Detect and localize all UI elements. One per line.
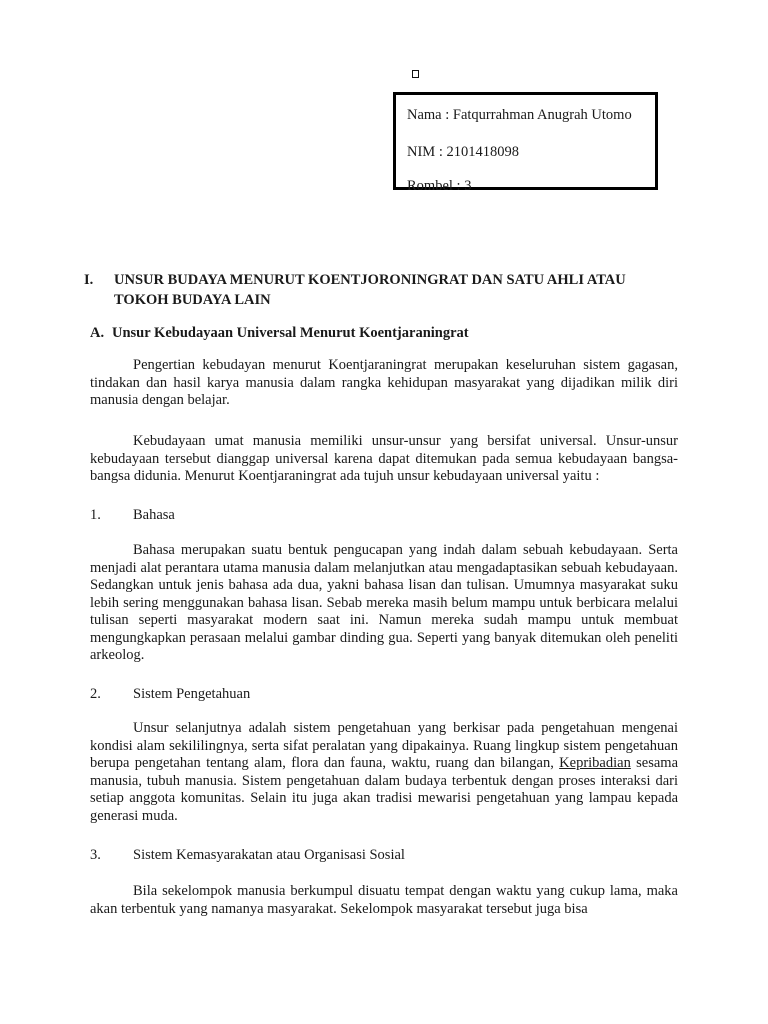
list-item-number: 3. [90, 847, 101, 863]
identity-nim: NIM : 2101418098 [407, 144, 519, 160]
list-item-number: 2. [90, 686, 101, 702]
paragraph-kemasyarakatan: Bila sekelompok manusia berkumpul disuatu tempat dengan waktu yang cukup lama, maka akan terbentuk yang namanya masyarakat. Sekelompok masyarakat tersebut juga bisa [90, 883, 678, 917]
paragraph-definition: Pengertian kebudayan menurut Koentjaraningrat merupakan keseluruhan sistem gagasan, tindakan dan hasil karya manusia dalam rangka kehidupan masyarakat yang dijadikan milik diri manusia dengan belajar. [90, 357, 678, 408]
paragraph-universal: Kebudayaan umat manusia memiliki unsur-unsur yang bersifat universal. Unsur-unsur kebudayaan tersebut dianggap universal karena dapat ditemukan pada semua kebudayaan bangsa-bangsa didunia. Menurut Koentjaraningrat ada tujuh unsur kebudayaan universal yaitu : [90, 433, 678, 484]
identity-rombel: Rombel : 3 [407, 178, 472, 194]
paragraph-bahasa: Bahasa merupakan suatu bentuk pengucapan yang indah dalam sebuah kebudayaan. Serta menjadi alat perantara utama manusia dalam melanjutkan atau mengadaptasikan sebuah kebudayaan. Sedangkan untuk jenis bahasa ada dua, yakni bahasa lisan dan tulisan. Umumnya masyarakat suku lebih sering menggunakan bahasa lisan. Sebab mereka masih belum mampu untuk berbicara melalui tulisan seperti masyarakat modern saat ini. Namun mereka sudah mampu untuk membuat mengungkapkan perasaan melalui gambar dinding gua. Seperti yang banyak ditemukan oleh peneliti arkeolog. [90, 542, 678, 663]
bullet-square-icon [412, 70, 419, 78]
list-item-label: Sistem Kemasyarakatan atau Organisasi Sosial [133, 847, 405, 863]
list-item-label: Sistem Pengetahuan [133, 686, 251, 702]
subsection-number: A. [90, 325, 105, 341]
subsection-title: Unsur Kebudayaan Universal Menurut Koentjaraningrat [112, 325, 469, 341]
subsection-heading [90, 325, 469, 342]
section-title: UNSUR BUDAYA MENURUT KOENTJORONINGRAT DAN SATU AHLI ATAU TOKOH BUDAYA LAIN [114, 272, 626, 308]
paragraph-pengetahuan [90, 720, 678, 825]
identity-name: Nama : Fatqurrahman Anugrah Utomo [407, 107, 632, 123]
identity-box [393, 92, 658, 194]
paragraph-text: Unsur selanjutnya adalah sistem pengetahuan yang berkisar pada pengetahuan mengenai kondisi alam sekililingnya, serta sifat peralatan yang dipakainya. Ruang lingkup sistem pengetahuan berupa pengetahan tentang alam, flora dan fauna, waktu, ruang dan bilangan, [90, 720, 678, 771]
paragraph-text: sesama manusia, tubuh manusia. Sistem pengetahuan dalam budaya terbentuk dengan proses interaksi dari setiap anggota komunitas. Selain itu juga akan tradisi mewarisi pengetahuan yang lampau kepada generasi muda. [90, 755, 679, 824]
kepribadian-link[interactable]: Kepribadian [559, 755, 631, 771]
list-item-number: 1. [90, 507, 101, 523]
list-item-label: Bahasa [133, 507, 175, 523]
section-number: I. [84, 272, 94, 288]
